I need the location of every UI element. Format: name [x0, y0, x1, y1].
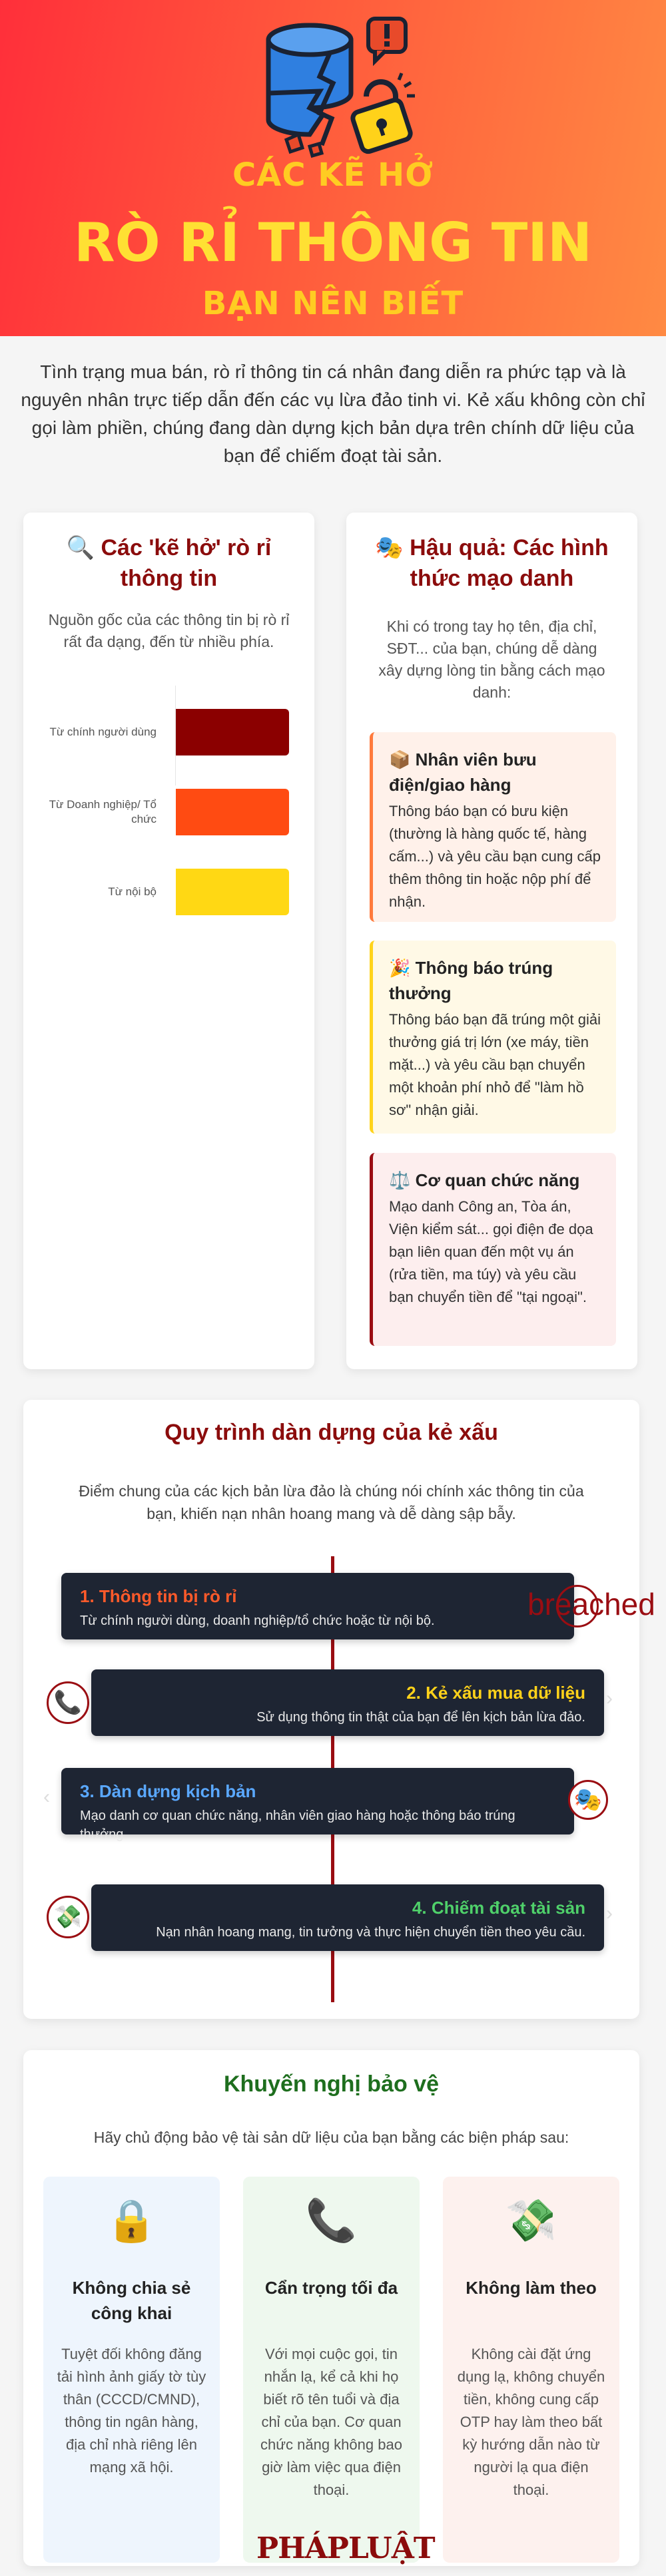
process-step-3 [61, 1768, 574, 1842]
tip-title: Không chia sẻ công khai [72, 2278, 191, 2323]
step-desc: Sử dụng thông tin thật của bạn để lên kịch bản lừa đảo. [256, 1710, 585, 1725]
breached-icon: breached [527, 1587, 655, 1621]
step-desc: Từ chính người dùng, doanh nghiệp/tổ chức hoặc từ nội bộ. [80, 1613, 435, 1628]
intro-paragraph: Tình trạng mua bán, rò rỉ thông tin cá nhân đang diễn ra phức tạp và là nguyên nhân trực tiếp dẫn đến các vụ lừa đảo tinh vi. Kẻ xấu không còn chỉ gọi làm phiền, chúng đang dàn dựng kịch bản dựa trên chính dữ liệu của bạn để chiếm đoạt tài sản. [21, 361, 645, 466]
phone-icon: 📞 [47, 1681, 89, 1724]
impersonation-desc: Thông báo bạn có bưu kiện (thường là hàng quốc tế, hàng cấm...) và yêu cầu bạn cung cấp thêm thông tin hoặc nộp phí để nhận. [389, 803, 601, 910]
lock-icon: 🔒 [105, 2198, 158, 2244]
process-description: Điểm chung của các kịch bản lừa đảo là chúng nói chính xác thông tin của bạn, khiến nạn nhân hoang mang và dễ dàng sập bẫy. [79, 1482, 584, 1522]
hero-banner [0, 0, 666, 336]
hero-subtitle-top: CÁC KẼ HỞ [232, 156, 434, 194]
impersonation-title: 📦 Nhân viên bưu điện/giao hàng [389, 750, 537, 795]
step-desc: Nạn nhân hoang mang, tin tưởng và thực hiện chuyển tiền theo yêu cầu. [156, 1925, 585, 1940]
impersonation-title: ⚖️ Cơ quan chức năng [389, 1170, 580, 1190]
impersonation-prize [370, 941, 616, 1134]
process-step-2 [91, 1669, 604, 1736]
database-broken-lock-icon [256, 13, 416, 160]
tip-title: Không làm theo [466, 2278, 597, 2298]
bar-internal [176, 869, 289, 915]
recommend-card [23, 2050, 639, 2566]
bar-user [176, 709, 289, 755]
recommend-description: Hãy chủ động bảo vệ tài sản dữ liệu của bạn bằng các biện pháp sau: [93, 2129, 569, 2146]
hero-title: RÒ RỈ THÔNG TIN [74, 212, 592, 274]
impersonation-desc: Thông báo bạn đã trúng một giải thưởng giá trị lớn (xe máy, tiền mặt...) và yêu cầu bạn chuyển một khoản phí nhỏ để "làm hồ sơ" nhận giải. [389, 1011, 601, 1118]
tip-no-share [43, 2177, 220, 2563]
consequences-description: Khi có trong tay họ tên, địa chỉ, SĐT... của bạn, chúng dễ dàng xây dựng lòng tin bằng cách mạo danh: [378, 618, 605, 701]
tip-title: Cẩn trọng tối đa [264, 2278, 398, 2298]
mask-icon: 🎭 [568, 1780, 608, 1820]
hero-subtitle-bottom: BẠN NÊN BIẾT [202, 285, 464, 322]
bar-label: Từ nội bộ [108, 885, 157, 898]
process-step-1 [61, 1573, 574, 1639]
consequences-card [346, 513, 637, 1369]
sources-description: Nguồn gốc của các thông tin bị rò rỉ rất đa dạng, đến từ nhiều phía. [48, 611, 290, 650]
bar-label: Từ chính người dùng [49, 726, 157, 738]
impersonation-postal [370, 732, 616, 922]
step-title: 4. Chiếm đoạt tài sản [412, 1898, 585, 1918]
money-icon: 💸 [47, 1896, 89, 1938]
chevron-right-icon: › [606, 1902, 613, 1924]
sources-heading: 🔍 Các 'kẽ hở' rò rỉ thông tin [66, 535, 272, 591]
process-step-4 [91, 1884, 604, 1951]
tip-desc: Tuyệt đối không đăng tải hình ảnh giấy tờ tùy thân (CCCD/CMND), thông tin ngân hàng, địa chỉ nhà riêng lên mạng xã hội. [57, 2346, 206, 2475]
impersonation-desc: Mạo danh Công an, Tòa án, Viện kiểm sát... gọi điện đe dọa bạn liên quan đến một vụ án (rửa tiền, ma túy) và yêu cầu bạn chuyển tiền để "tại ngoại". [389, 1198, 593, 1305]
step-title: 2. Kẻ xấu mua dữ liệu [406, 1683, 585, 1703]
bar-label: Từ Doanh nghiệp/ Tổ chức [49, 798, 157, 825]
tip-do-not-follow [443, 2177, 619, 2563]
sources-card [23, 513, 314, 1369]
chevron-right-icon: › [606, 1687, 613, 1709]
process-card [23, 1400, 655, 2019]
tip-desc: Không cài đặt ứng dụng lạ, không chuyển tiền, không cung cấp OTP hay làm theo bất kỳ hướng dẫn nào từ người lạ qua điện thoại. [457, 2346, 605, 2498]
consequences-heading: 🎭 Hậu quả: Các hình thức mạo danh [375, 535, 609, 591]
process-heading: Quy trình dàn dựng của kẻ xấu [165, 1420, 498, 1445]
money-wings-icon: 💸 [505, 2198, 557, 2244]
chevron-left-icon: ‹ [43, 1786, 50, 1808]
breached-ring-icon [556, 1585, 599, 1627]
recommend-heading: Khuyến nghị bảo vệ [223, 2071, 440, 2097]
bar-row [23, 869, 314, 915]
impersonation-authority [370, 1153, 616, 1346]
impersonation-title: 🎉 Thông báo trúng thưởng [389, 958, 553, 1003]
step-title: 1. Thông tin bị rò rỉ [80, 1586, 237, 1606]
phone-icon: 📞 [305, 2198, 358, 2244]
publisher-logo[interactable]: PHÁPLUẬT [256, 2531, 435, 2565]
tip-be-careful [243, 2177, 420, 2563]
bar-row [23, 789, 314, 835]
tip-desc: Với mọi cuộc gọi, tin nhắn lạ, kể cả khi họ biết rõ tên tuổi và địa chỉ của bạn. Cơ quan chức năng không bao giờ làm việc qua điện thoại. [260, 2346, 402, 2498]
bar-business [176, 789, 289, 835]
step-desc: Mạo danh cơ quan chức năng, nhân viên giao hàng hoặc thông báo trúng thưởng. [80, 1809, 515, 1842]
step-title: 3. Dàn dựng kịch bản [80, 1781, 256, 1801]
bar-row [23, 709, 314, 755]
